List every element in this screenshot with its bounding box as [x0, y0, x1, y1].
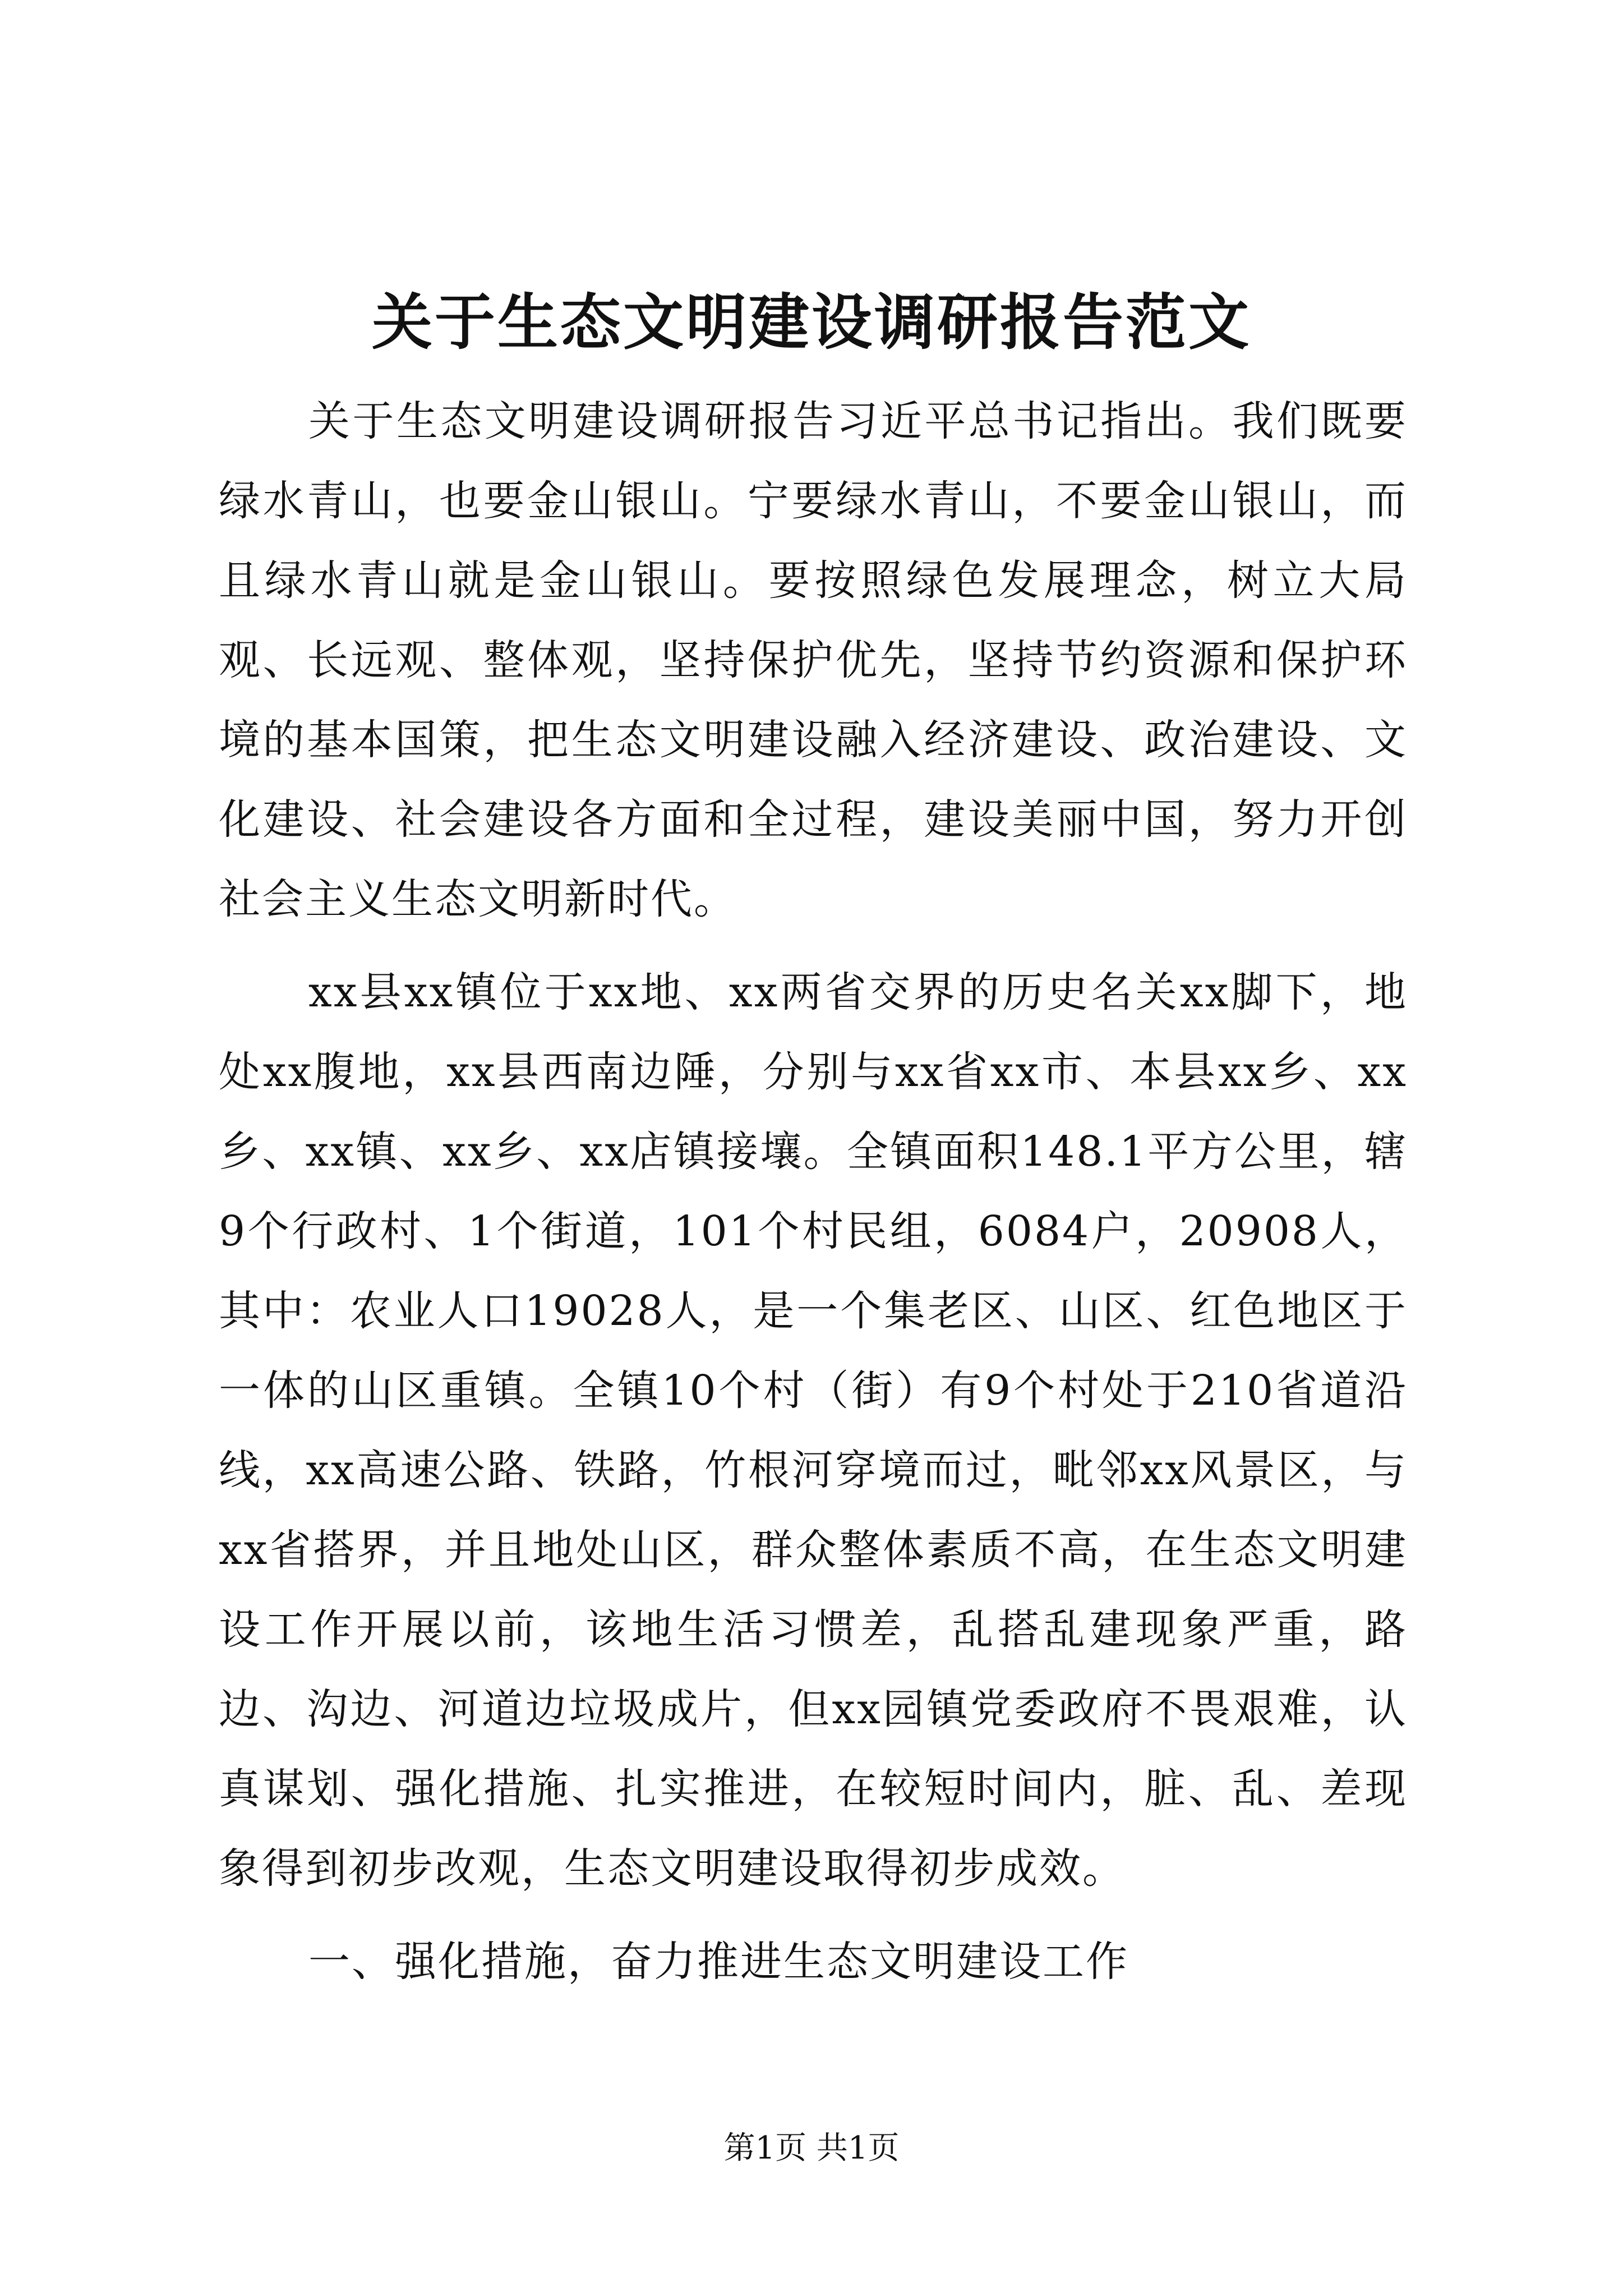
document-title: 关于生态文明建设调研报告范文 — [371, 287, 1251, 358]
paragraph-overview: xx县xx镇位于xx地、xx两省交界的历史名关xx脚下，地处xx腹地，xx县西南边陲，分别与xx省xx市、本县xx乡、xx乡、xx镇、xx乡、xx店镇接壤。全镇面积148.1平方公里，辖9个行政村、1个街道，101个村民组，6084户，20908人，其中：农业人口19028人，是一个集老区、山区、红色地区于一体的山区重镇。全镇10个村（街）有9个村处于210省道沿线，xx高速公路、铁路，竹根河穿境而过，毗邻xx风景区，与xx省搭界，并且地处山区，群众整体素质不高，在生态文明建设工作开展以前，该地生活习惯差，乱搭乱建现象严重，路边、沟边、河道边垃圾成片，但xx园镇党委政府不畏艰难，认真谋划、强化措施、扎实推进，在较短时间内，脏、乱、差现象得到初步改观，生态文明建设取得初步成效。 — [219, 968, 1408, 1893]
paragraph-intro: 关于生态文明建设调研报告习近平总书记指出。我们既要绿水青山，也要金山银山。宁要绿水青山，不要金山银山，而且绿水青山就是金山银山。要按照绿色发展理念，树立大局观、长远观、整体观，坚持保护优先，坚持节约资源和保护环境的基本国策，把生态文明建设融入经济建设、政治建设、文化建设、社会建设各方面和全过程，建设美丽中国，努力开创社会主义生态文明新时代。 — [219, 397, 1408, 923]
section-heading-1: 一、强化措施，奋力推进生态文明建设工作 — [308, 1938, 1129, 1986]
page-footer: 第1页 共1页 — [723, 2130, 900, 2166]
document-body — [219, 381, 1408, 2015]
